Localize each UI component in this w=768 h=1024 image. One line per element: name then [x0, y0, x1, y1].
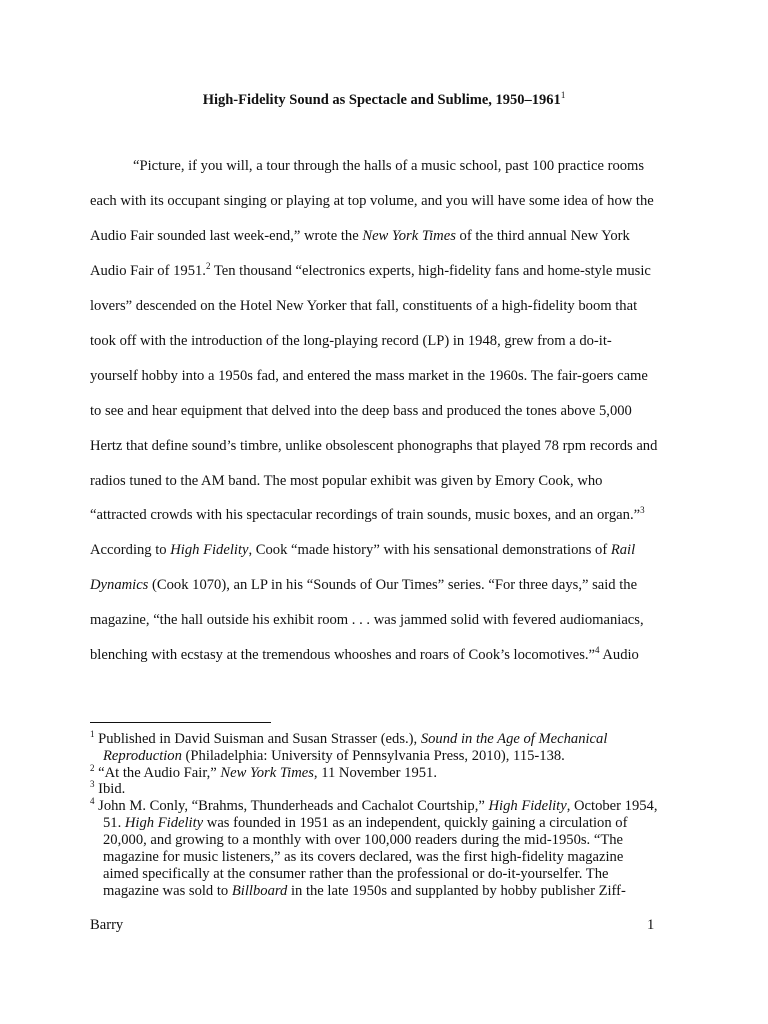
footnote-ref-2: 2 — [205, 261, 211, 272]
footnote-4-line-5 — [103, 866, 608, 883]
footnote-4-line-2 — [103, 815, 627, 832]
text: was founded in 1951 as an independent, quickly gaining a circulation of — [203, 815, 628, 831]
text: 51. — [103, 815, 125, 831]
body-line-10 — [90, 473, 602, 490]
body-line-13 — [90, 577, 637, 594]
text: John M. Conly, “Brahms, Thunderheads and Cachalot Courtship,” — [94, 798, 489, 814]
text: radios tuned to the AM band. The most popular exhibit was given by Emory Cook, who — [90, 473, 603, 489]
text: Audio Fair sounded last week-end,” wrote the — [90, 228, 363, 244]
paper-title — [0, 92, 768, 109]
italic-text: Sound in the Age of Mechanical — [420, 731, 608, 747]
body-line-2 — [90, 193, 654, 210]
text: took off with the introduction of the long-playing record (LP) in 1948, grew from a do-it- — [90, 333, 612, 349]
text: blenching with ecstasy at the tremendous whooshes and roars of Cook’s locomotives.” — [90, 647, 596, 663]
text: magazine, “the hall outside his exhibit room . . . was jammed solid with fevered audiomaniacs, — [90, 612, 644, 628]
italic-text: High Fidelity — [124, 815, 204, 831]
body-line-7 — [90, 368, 648, 385]
italic-text: High Fidelity — [170, 542, 249, 558]
footnote-number: 1 — [90, 729, 95, 740]
footnote-4-line-4 — [103, 849, 623, 866]
italic-text: New York Times — [220, 765, 314, 781]
text: Hertz that define sound’s timbre, unlike obsolescent phonographs that played 78 rpm records and — [90, 438, 658, 454]
body-line-3 — [90, 228, 630, 245]
body-line-15 — [90, 647, 639, 664]
text: yourself hobby into a 1950s fad, and entered the mass market in the 1960s. The fair-goers came — [90, 368, 648, 384]
body-line-8 — [90, 403, 632, 420]
footnote-number: 3 — [90, 779, 95, 790]
text: aimed specifically at the consumer rather than the professional or do-it-yourselfer. The — [103, 866, 609, 882]
text: each with its occupant singing or playing at top volume, and you will have some idea of how the — [90, 193, 654, 209]
footer-author: Barry — [90, 917, 124, 933]
text: , 11 November 1951. — [313, 765, 437, 781]
text: Audio — [599, 647, 639, 663]
text: 20,000, and growing to a monthly with over 100,000 readers during the mid-1950s. “The — [103, 832, 624, 848]
page-number: 1 — [647, 917, 655, 933]
text: “At the Audio Fair,” — [94, 765, 221, 781]
text: (Philadelphia: University of Pennsylvania Press, 2010), 115-138. — [181, 748, 565, 764]
text: “Picture, if you will, a tour through the halls of a music school, past 100 practice rooms — [133, 158, 645, 174]
text: of the third annual New York — [455, 228, 630, 244]
footnote-ref-4: 4 — [595, 645, 600, 656]
body-line-12 — [90, 542, 635, 559]
footnote-2 — [90, 765, 437, 782]
footnote-number: 2 — [90, 763, 95, 774]
footnote-1-cont — [103, 748, 565, 765]
text: Audio Fair of 1951. — [90, 263, 206, 279]
text: to see and hear equipment that delved into the deep bass and produced the tones above 5,000 — [90, 403, 632, 419]
footnote-4 — [90, 798, 658, 815]
footnote-4-line-3 — [103, 832, 623, 849]
footnote-number: 4 — [90, 796, 95, 807]
italic-text: New York Times — [362, 228, 456, 244]
text: (Cook 1070), an LP in his “Sounds of Our Times” series. “For three days,” said the — [148, 577, 638, 593]
body-line-11 — [90, 507, 645, 524]
footnote-ref-3: 3 — [640, 505, 645, 516]
text: , October 1954, — [566, 798, 658, 814]
italic-text: Rail — [610, 542, 636, 558]
text: in the late 1950s and supplanted by hobby publisher Ziff- — [287, 883, 626, 899]
footnote-1 — [90, 731, 607, 748]
body-line-4 — [90, 263, 651, 280]
text: Ibid. — [94, 781, 126, 797]
text: , Cook “made history” with his sensational demonstrations of — [248, 542, 611, 558]
text: lovers” descended on the Hotel New Yorker that fall, constituents of a high-fidelity boom that — [90, 298, 638, 314]
footnote-3 — [90, 781, 125, 798]
title-text: High-Fidelity Sound as Spectacle and Sublime, 1950–1961 — [202, 92, 561, 108]
text: Ten thousand “electronics experts, high-fidelity fans and home-style music — [210, 263, 651, 279]
italic-text: Dynamics — [90, 577, 149, 593]
italic-text: Billboard — [231, 883, 288, 899]
body-line-5 — [90, 298, 637, 315]
italic-text: High Fidelity — [488, 798, 567, 814]
body-line-14 — [90, 612, 644, 629]
text: magazine for music listeners,” as its covers declared, was the first high-fidelity magazine — [103, 849, 624, 865]
body-line-6 — [90, 333, 612, 350]
italic-text: Reproduction — [103, 748, 182, 764]
text: Published in David Suisman and Susan Strasser (eds.), — [94, 731, 421, 747]
footnote-ref-1: 1 — [560, 90, 566, 101]
text: magazine was sold to — [103, 883, 232, 899]
body-line-9 — [90, 438, 657, 455]
footnote-separator — [90, 722, 271, 723]
text: According to — [90, 542, 171, 558]
text: “attracted crowds with his spectacular recordings of train sounds, music boxes, and an organ.” — [90, 507, 641, 523]
body-line-1 — [133, 158, 644, 175]
footnote-4-line-6 — [103, 883, 626, 900]
